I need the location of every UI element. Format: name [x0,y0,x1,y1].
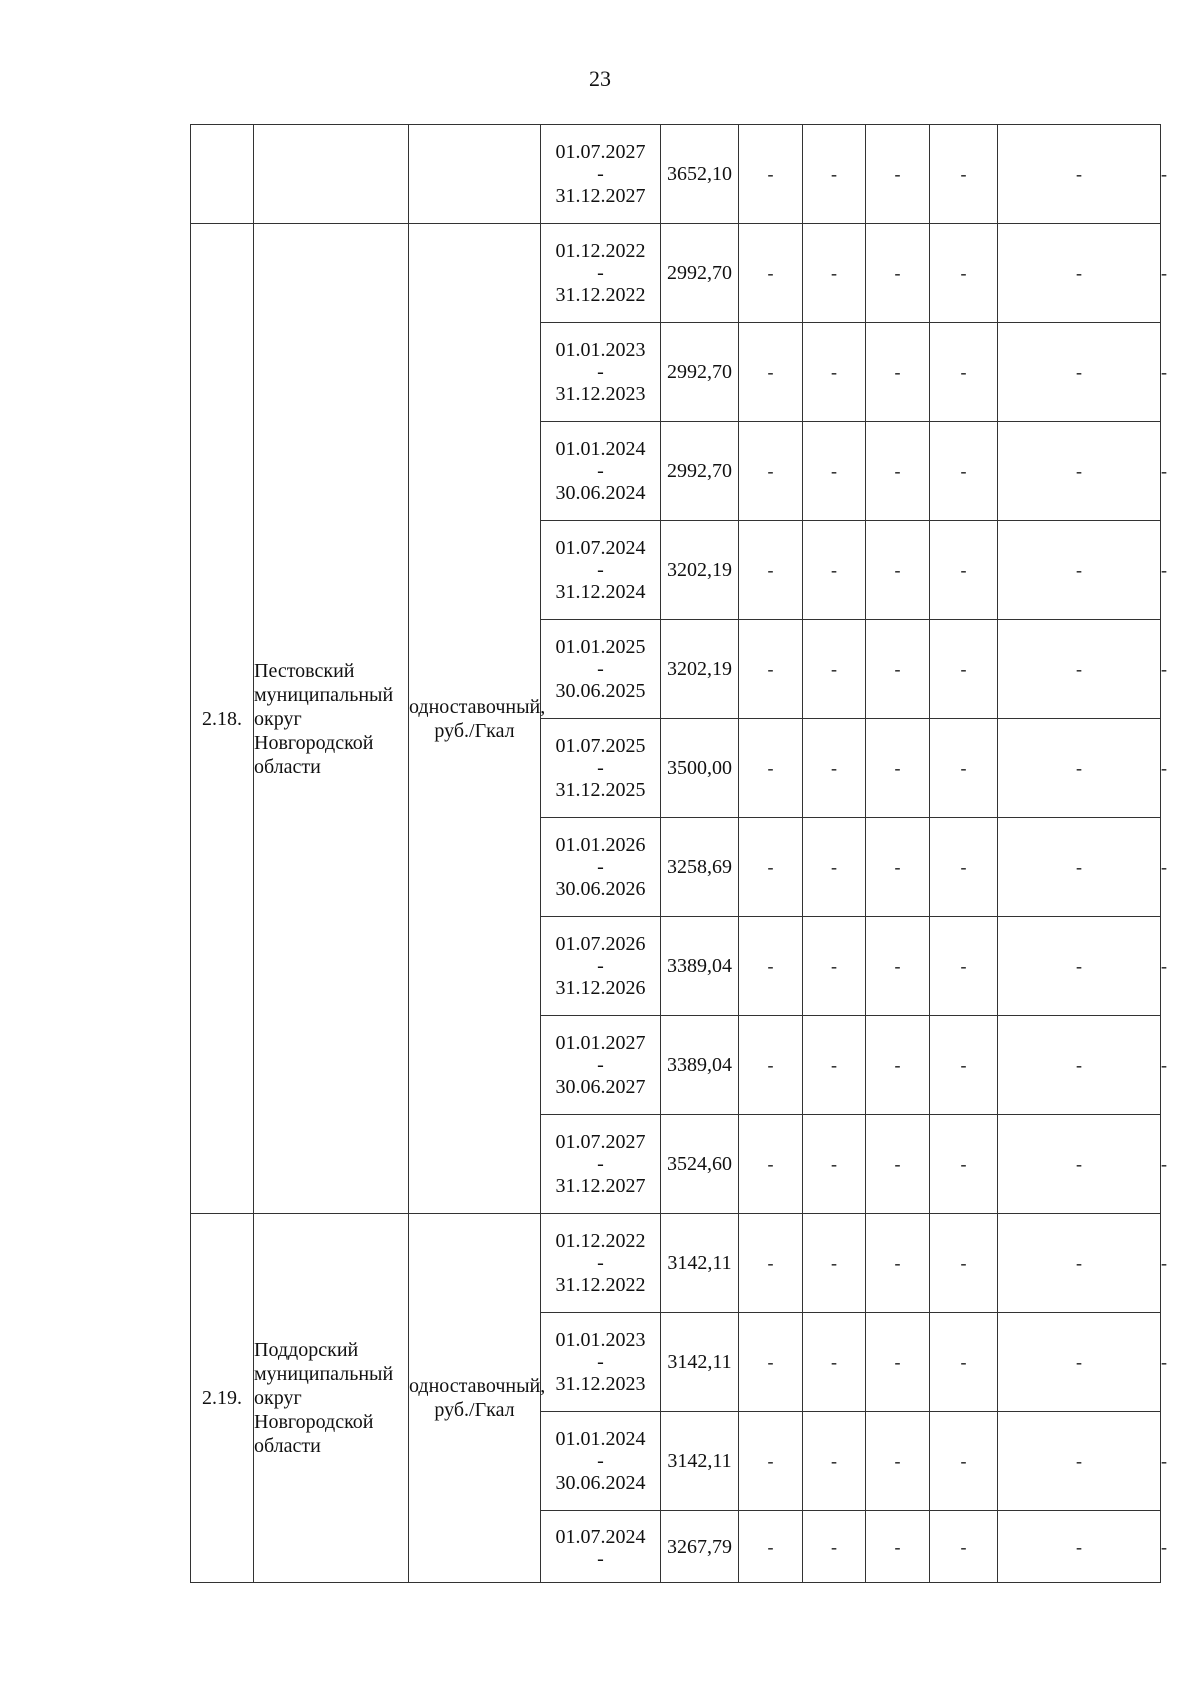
table-row: 01.01.2025 - 30.06.2025 3202,19 - - - - - - [191,620,1161,719]
period-to: 30.06.2027 [555,1076,646,1098]
period-from: 01.01.2026 [555,834,646,856]
empty-value-dash: - [803,224,866,323]
empty-value-dash: - [866,1115,930,1214]
empty-value-dash: - [739,917,803,1016]
empty-value-dash: - [803,125,866,224]
empty-value-dash: - [998,323,1161,422]
period-from: 01.12.2022 [555,240,646,262]
empty-value-dash: - [998,917,1161,1016]
empty-value-dash: - [866,422,930,521]
group-number: 2.19. [191,1214,254,1583]
empty-value-dash: - [866,1313,930,1412]
group-number: 2.18. [191,224,254,1214]
empty-value-dash: - [803,818,866,917]
empty-value-dash: - [998,1016,1161,1115]
empty-value-dash: - [930,1115,998,1214]
tariff-value: 3202,19 [667,559,732,581]
empty-value-dash: - [739,719,803,818]
empty-value-dash: - [739,125,803,224]
empty-value-dash: - [930,1313,998,1412]
empty-value-dash: - [866,224,930,323]
empty-value-dash: - [866,1511,930,1583]
empty-value-dash: - [998,719,1161,818]
empty-value-dash: - [866,125,930,224]
tariff-value: 3202,19 [667,658,732,680]
empty-value-dash: - [930,917,998,1016]
period-separator: - [597,1547,604,1570]
period-from: 01.01.2024 [555,438,646,460]
period-cell [541,917,661,1016]
empty-value-dash: - [803,323,866,422]
tariff-value-cell [661,917,739,1016]
empty-value-dash: - [739,224,803,323]
tariff-unit: одноставочный, руб./Гкал [409,224,541,1214]
table-row: 2.18. Пестовский муниципальный округ Новгородской области одноставочный, руб./Гкал 01.12.2022 - 31.12.2022 2992,70 - - - - - - [191,224,1161,323]
empty-value-dash: - [739,1214,803,1313]
empty-value-dash: - [739,1511,803,1583]
period-cell [541,818,661,917]
period-to: 30.06.2024 [555,482,646,504]
period-separator: - [597,1252,604,1274]
tariff-value-cell [661,422,739,521]
tariff-value-cell [661,1214,739,1313]
tariff-value-cell [661,125,739,224]
municipality-name: Поддорский муниципальный округ Новгородской области [254,1214,409,1583]
empty-value-dash: - [866,521,930,620]
empty-value-dash: - [930,620,998,719]
empty-value-dash: - [866,1016,930,1115]
period-separator: - [597,757,604,779]
period-to: 30.06.2026 [555,878,646,900]
period-separator: - [597,1153,604,1175]
period-from: 01.07.2025 [555,735,646,757]
table-row: 2.19. Поддорский муниципальный округ Новгородской области одноставочный, руб./Гкал 01.12.2022 - 31.12.2022 3142,11 - - - - - - [191,1214,1161,1313]
tariff-value-cell [661,323,739,422]
period-from: 01.01.2025 [555,636,646,658]
period-to: 31.12.2022 [555,284,646,306]
tariff-value: 3500,00 [667,757,732,779]
period-cell [541,125,661,224]
period-from: 01.01.2027 [555,1032,646,1054]
tariff-value: 3258,69 [667,856,732,878]
empty-value-dash: - [998,1115,1161,1214]
period-from: 01.01.2023 [555,1329,646,1351]
empty-value-dash: - [803,1511,866,1583]
period-from: 01.07.2026 [555,933,646,955]
period-to: 31.12.2027 [555,1175,646,1197]
tariff-value: 3142,11 [667,1450,732,1472]
tariff-value-cell [661,719,739,818]
period-cell [541,323,661,422]
empty-value-dash: - [998,1511,1161,1583]
empty-value-dash: - [998,422,1161,521]
period-cell [541,1115,661,1214]
tariff-value: 3142,11 [667,1351,732,1373]
tariff-value-cell [661,521,739,620]
period-to: 31.12.2023 [555,1373,646,1395]
table-row: 01.01.2024 - 30.06.2024 2992,70 - - - - - - [191,422,1161,521]
blank-cell [191,125,254,224]
period-cell [541,1214,661,1313]
empty-value-dash: - [866,1214,930,1313]
tariff-value-cell [661,1313,739,1412]
empty-value-dash: - [739,620,803,719]
period-separator: - [597,658,604,680]
tariff-value-cell [661,1412,739,1511]
tariff-table [190,124,1167,1583]
empty-value-dash: - [866,620,930,719]
period-cell [541,620,661,719]
empty-value-dash: - [866,818,930,917]
table-row: 01.07.2027 - 31.12.2027 3652,10 - - - - - - [191,125,1161,224]
tariff-value: 3652,10 [667,163,732,185]
period-separator: - [597,262,604,284]
table-row: 01.07.2026 - 31.12.2026 3389,04 - - - - - - [191,917,1161,1016]
table-row: 01.01.2026 - 30.06.2026 3258,69 - - - - - - [191,818,1161,917]
tariff-unit: одноставочный, руб./Гкал [409,1214,541,1583]
empty-value-dash: - [930,422,998,521]
period-separator: - [597,163,604,185]
period-from: 01.07.2027 [555,1131,646,1153]
empty-value-dash: - [803,917,866,1016]
empty-value-dash: - [930,818,998,917]
empty-value-dash: - [930,323,998,422]
empty-value-dash: - [803,1115,866,1214]
municipality-name: Пестовский муниципальный округ Новгородской области [254,224,409,1214]
empty-value-dash: - [739,323,803,422]
empty-value-dash: - [803,521,866,620]
period-from: 01.07.2027 [555,141,646,163]
empty-value-dash: - [930,719,998,818]
tariff-value: 2992,70 [667,361,732,383]
empty-value-dash: - [998,818,1161,917]
empty-value-dash: - [998,1313,1161,1412]
period-to: 31.12.2022 [555,1274,646,1296]
empty-value-dash: - [866,719,930,818]
period-from: 01.12.2022 [555,1230,646,1252]
empty-value-dash: - [803,1214,866,1313]
period-separator: - [597,955,604,977]
empty-value-dash: - [930,224,998,323]
tariff-value: 3142,11 [667,1252,732,1274]
empty-value-dash: - [998,125,1161,224]
table-row: 01.07.2027 - 31.12.2027 3524,60 - - - - - - [191,1115,1161,1214]
period-separator: - [597,1450,604,1472]
empty-value-dash: - [866,1412,930,1511]
empty-value-dash: - [739,521,803,620]
tariff-value: 3524,60 [667,1153,732,1175]
period-to: 31.12.2025 [555,779,646,801]
empty-value-dash: - [866,917,930,1016]
period-to: 30.06.2024 [555,1472,646,1494]
period-cell [541,1511,661,1583]
empty-value-dash: - [803,1313,866,1412]
period-to: 31.12.2026 [555,977,646,999]
table-body [191,125,1167,1583]
tariff-value-cell [661,1511,739,1583]
tariff-value: 3389,04 [667,955,732,977]
table-row: 01.07.2024 - 3267,79 - - - - - - [191,1511,1161,1583]
tariff-value-cell [661,818,739,917]
empty-value-dash: - [998,521,1161,620]
period-cell [541,521,661,620]
tariff-value: 3389,04 [667,1054,732,1076]
period-cell [541,224,661,323]
empty-value-dash: - [930,1214,998,1313]
empty-value-dash: - [803,422,866,521]
empty-value-dash: - [739,1115,803,1214]
period-to: 31.12.2024 [555,581,646,603]
period-separator: - [597,460,604,482]
period-separator: - [597,856,604,878]
empty-value-dash: - [739,1016,803,1115]
tariff-value-cell [661,620,739,719]
period-from: 01.07.2024 [555,1525,646,1548]
tariff-value-cell [661,1016,739,1115]
period-separator: - [597,361,604,383]
table-row: 01.01.2023 - 31.12.2023 2992,70 - - - - - - [191,323,1161,422]
empty-value-dash: - [930,1511,998,1583]
tariff-value: 2992,70 [667,460,732,482]
period-separator: - [597,559,604,581]
period-cell [541,1412,661,1511]
period-to: 31.12.2023 [555,383,646,405]
empty-value-dash: - [803,719,866,818]
empty-value-dash: - [930,1412,998,1511]
table-row: 01.01.2024 - 30.06.2024 3142,11 - - - - - - [191,1412,1161,1511]
empty-value-dash: - [803,1016,866,1115]
period-to: 30.06.2025 [555,680,646,702]
period-from: 01.01.2023 [555,339,646,361]
blank-cell [254,125,409,224]
empty-value-dash: - [930,125,998,224]
page-number: 23 [589,66,611,91]
empty-value-dash: - [739,818,803,917]
empty-value-dash: - [866,323,930,422]
empty-value-dash: - [739,1313,803,1412]
period-from: 01.01.2024 [555,1428,646,1450]
tariff-value: 2992,70 [667,262,732,284]
blank-cell [409,125,541,224]
period-separator: - [597,1054,604,1076]
empty-value-dash: - [739,1412,803,1511]
table-row: 01.01.2027 - 30.06.2027 3389,04 - - - - - - [191,1016,1161,1115]
empty-value-dash: - [998,1214,1161,1313]
period-cell [541,719,661,818]
tariff-value-cell [661,1115,739,1214]
empty-value-dash: - [803,1412,866,1511]
period-separator: - [597,1351,604,1373]
empty-value-dash: - [930,521,998,620]
table-row: 01.07.2024 - 31.12.2024 3202,19 - - - - - - [191,521,1161,620]
tariff-value-cell [661,224,739,323]
period-cell [541,1016,661,1115]
empty-value-dash: - [998,224,1161,323]
empty-value-dash: - [930,1016,998,1115]
table-row: 01.01.2023 - 31.12.2023 3142,11 - - - - - - [191,1313,1161,1412]
period-cell [541,1313,661,1412]
empty-value-dash: - [803,620,866,719]
period-cell [541,422,661,521]
empty-value-dash: - [739,422,803,521]
empty-value-dash: - [998,620,1161,719]
tariff-value: 3267,79 [667,1535,732,1558]
period-from: 01.07.2024 [555,537,646,559]
table-row: 01.07.2025 - 31.12.2025 3500,00 - - - - - - [191,719,1161,818]
period-to: 31.12.2027 [555,185,646,207]
empty-value-dash: - [998,1412,1161,1511]
